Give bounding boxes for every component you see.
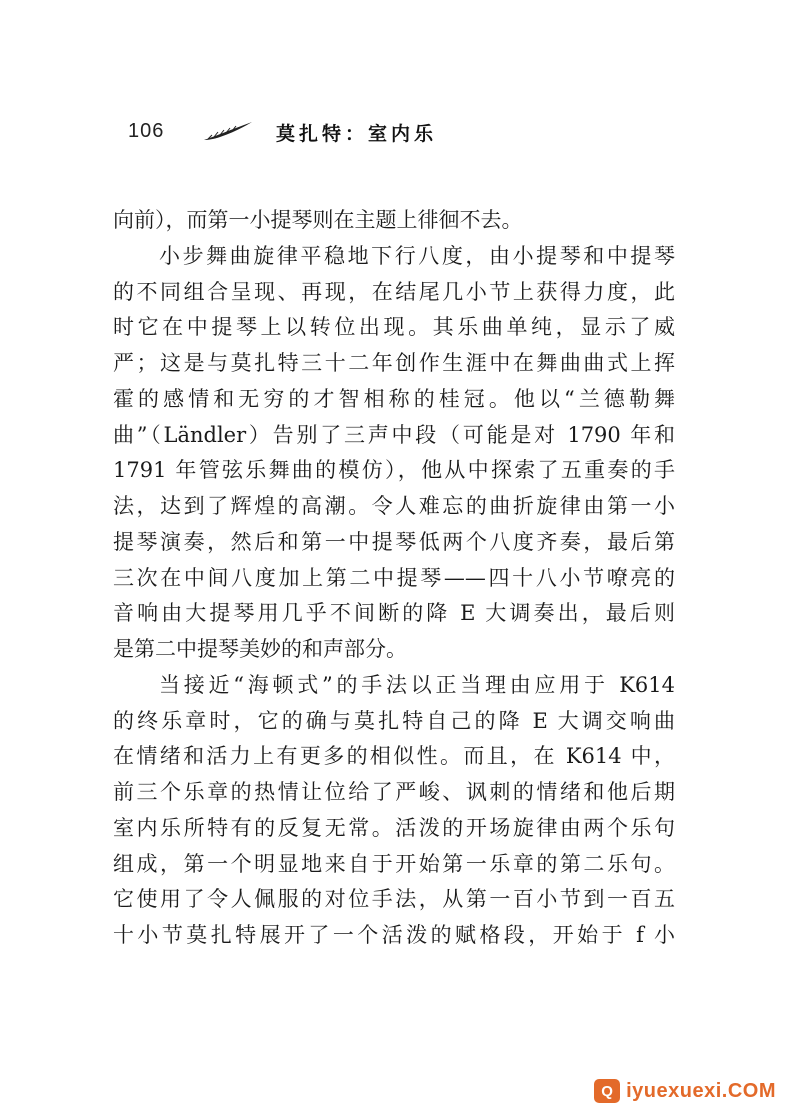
text-line: 曲”（Ländler）告别了三声中段（可能是对 1790 年和 <box>113 422 675 447</box>
text-line: 当接近“海顿式”的手法以正当理由应用于 K614 <box>159 672 675 697</box>
text-line: 是第二中提琴美妙的和声部分。 <box>113 637 407 661</box>
text-line: 小步舞曲旋律平稳地下行八度，由小提琴和中提琴 <box>159 243 675 268</box>
text-line: 时它在中提琴上以转位出现。其乐曲单纯，显示了威 <box>113 315 675 340</box>
quill-ornament-icon <box>202 120 254 142</box>
watermark-logo-icon <box>594 1079 620 1103</box>
text-line: 严；这是与莫扎特三十二年创作生涯中在舞曲曲式上挥 <box>113 351 675 375</box>
text-line: 十小节莫扎特展开了一个活泼的赋格段，开始于 f 小 <box>113 923 675 947</box>
running-title: 莫扎特：室内乐 <box>276 123 438 145</box>
text-line: 提琴演奏，然后和第一中提琴低两个八度齐奏，最后第 <box>113 529 675 554</box>
text-line: 1791 年管弦乐舞曲的模仿），他从中探索了五重奏的手 <box>113 458 675 483</box>
text-line: 前三个乐章的热情让位给了严峻、讽刺的情绪和他后期 <box>113 780 675 804</box>
text-line: 在情绪和活力上有更多的相似性。而且，在 K614 中， <box>113 744 675 769</box>
text-line: 的不同组合呈现、再现，在结尾几小节上获得力度，此 <box>113 279 675 304</box>
text-line: 室内乐所特有的反复无常。活泼的开场旋律由两个乐句 <box>113 815 675 840</box>
body-text <box>113 203 675 954</box>
text-line: 的终乐章时，它的确与莫扎特自己的降 E 大调交响曲 <box>113 708 675 733</box>
watermark-badge-letter: Q <box>601 1082 613 1100</box>
text-line: 三次在中间八度加上第二中提琴——四十八小节嘹亮的 <box>113 565 675 590</box>
text-line: 法，达到了辉煌的高潮。令人难忘的曲折旋律由第一小 <box>113 494 675 518</box>
text-line: 组成，第一个明显地来自于开始第一乐章的第二乐句。 <box>113 851 675 876</box>
text-line: 霍的感情和无穷的才智相称的桂冠。他以“兰德勒舞 <box>113 386 675 411</box>
watermark-text: iyuexuexi.COM <box>626 1079 776 1102</box>
running-header <box>128 118 468 148</box>
site-watermark <box>594 1074 776 1108</box>
text-line: 向前），而第一小提琴则在主题上徘徊不去。 <box>113 208 523 232</box>
text-line: 它使用了令人佩服的对位手法，从第一百小节到一百五 <box>113 887 675 912</box>
text-line: 音响由大提琴用几乎不间断的降 E 大调奏出，最后则 <box>113 601 675 626</box>
page-number: 106 <box>128 120 165 142</box>
